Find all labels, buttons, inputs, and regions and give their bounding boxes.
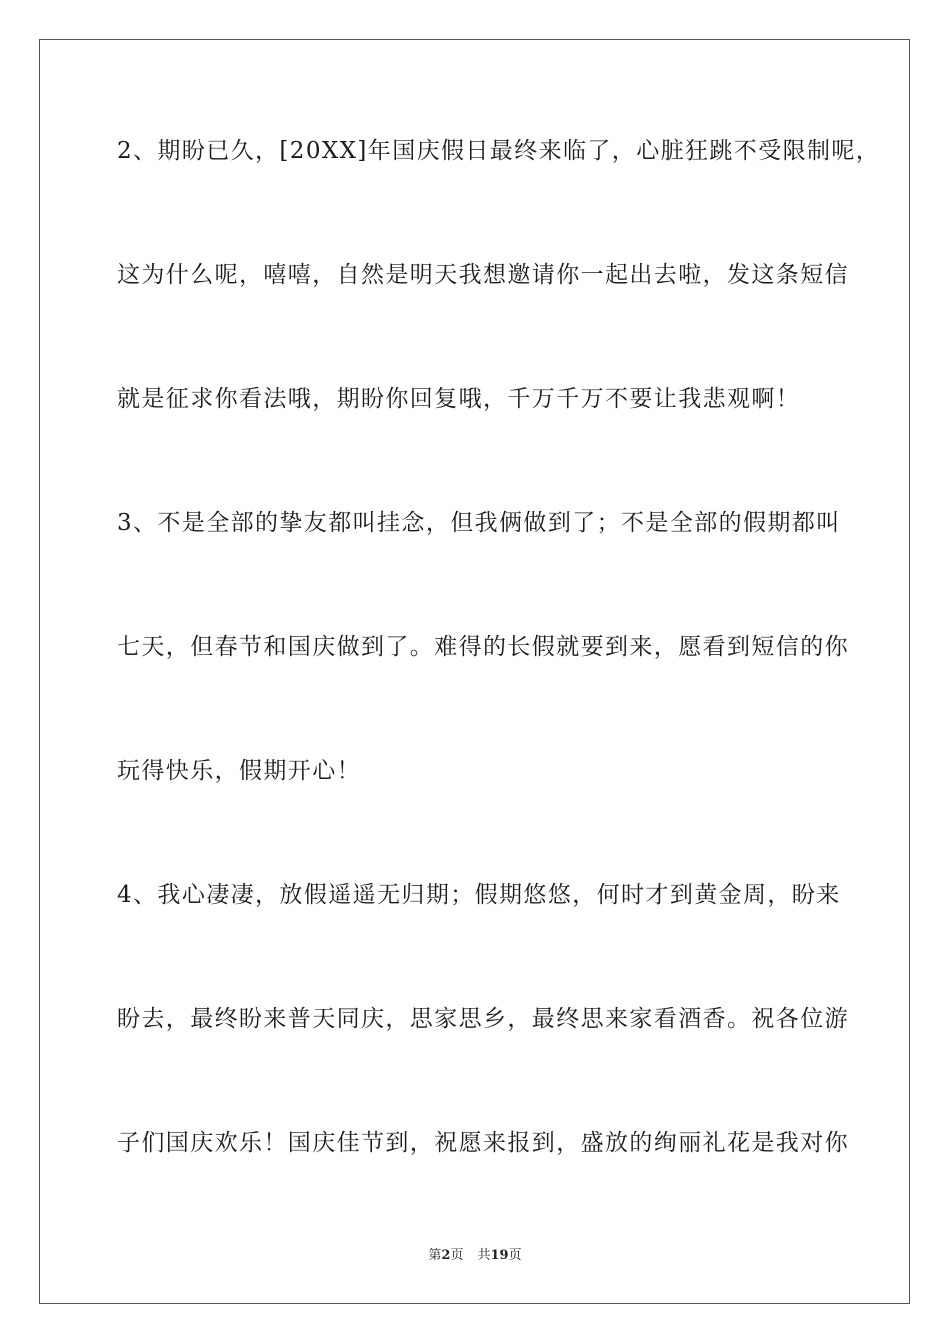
footer-page-suffix: 页 xyxy=(450,1248,464,1263)
body-line-7: 4、我心凄凄，放假遥遥无归期；假期悠悠，何时才到黄金周，盼来 xyxy=(117,882,841,908)
footer-total-pages: 19 xyxy=(490,1248,509,1263)
body-line-2: 这为什么呢，嘻嘻，自然是明天我想邀请你一起出去啦，发这条短信 xyxy=(117,262,849,288)
footer-page-number: 2 xyxy=(441,1248,451,1263)
body-line-9: 子们国庆欢乐！国庆佳节到，祝愿来报到，盛放的绚丽礼花是我对你 xyxy=(117,1130,849,1156)
footer-page-prefix: 第 xyxy=(428,1248,442,1263)
body-line-8: 盼去，最终盼来普天同庆，思家思乡，最终思来家看酒香。祝各位游 xyxy=(117,1006,849,1032)
body-line-4: 3、不是全部的挚友都叫挂念，但我俩做到了；不是全部的假期都叫 xyxy=(117,510,841,536)
body-line-6: 玩得快乐，假期开心！ xyxy=(117,758,361,784)
footer-total-prefix: 共 xyxy=(477,1248,491,1263)
page-border xyxy=(39,39,910,1304)
footer-total-suffix: 页 xyxy=(508,1248,522,1263)
body-line-1: 2、期盼已久，[20XX]年国庆假日最终来临了，心脏狂跳不受限制呢， xyxy=(117,138,881,164)
body-line-3: 就是征求你看法哦，期盼你回复哦，千万千万不要让我悲观啊！ xyxy=(117,386,801,412)
body-line-5: 七天，但春节和国庆做到了。难得的长假就要到来，愿看到短信的你 xyxy=(117,634,849,660)
page-footer xyxy=(0,1247,950,1265)
